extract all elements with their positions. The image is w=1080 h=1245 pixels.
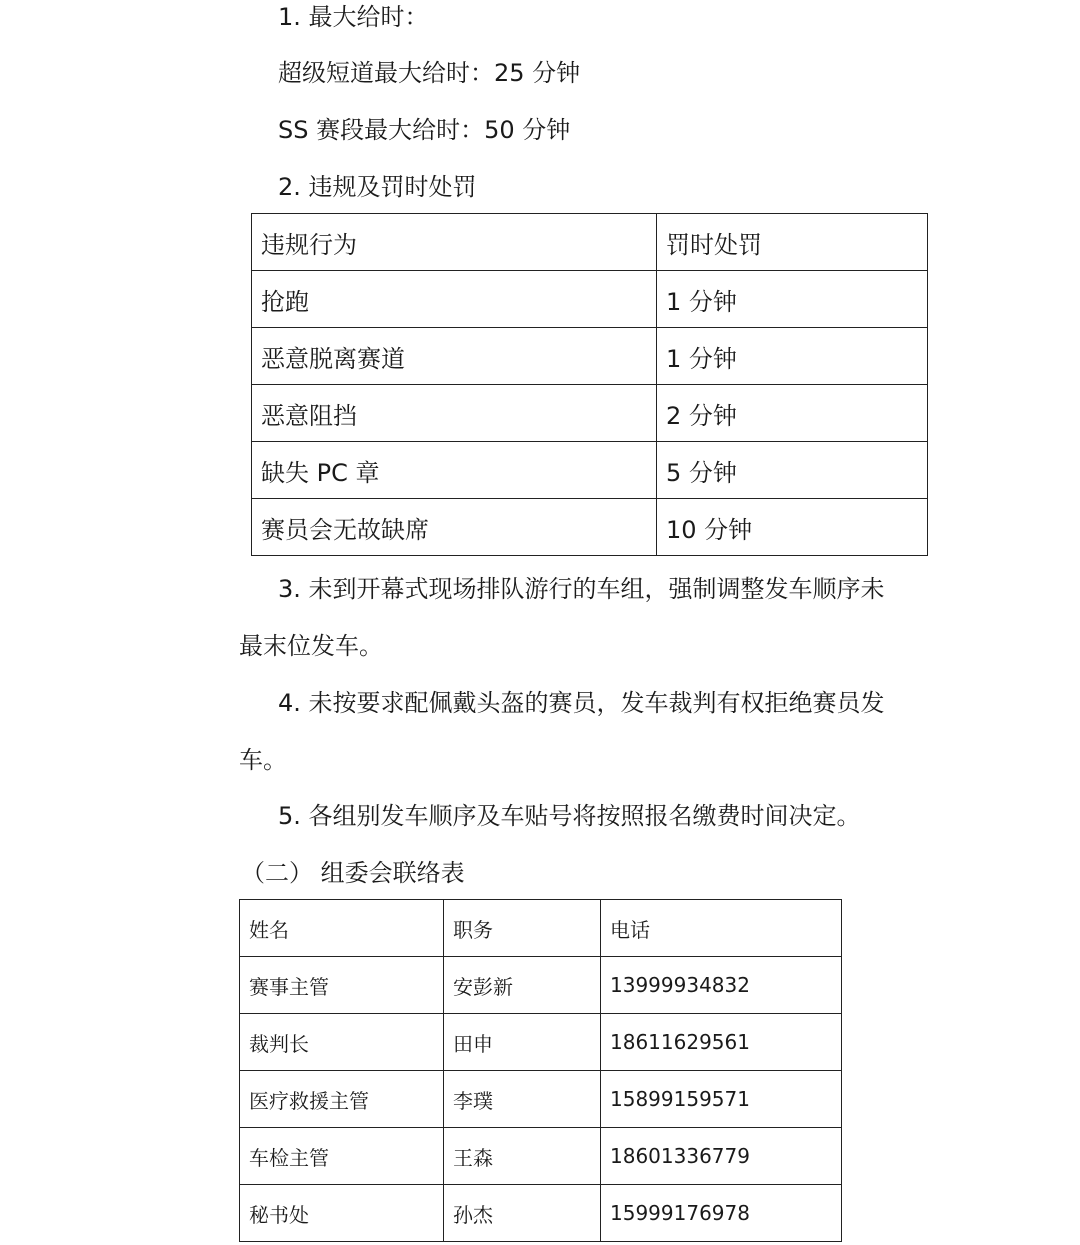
header-cell-violation: 违规行为 [252,214,657,271]
phone-cell: 18611629561 [601,1014,842,1071]
item2-heading: 2. 违规及罚时处罚 [278,173,477,201]
name-cell: 车检主管 [240,1128,444,1185]
table-row [240,957,842,1014]
table-row [252,385,928,442]
table-row [240,1071,842,1128]
contact-table [239,899,842,1242]
rule-3-line1: 3. 未到开幕式现场排队游行的车组，强制调整发车顺序未 [278,575,885,603]
rule-5: 5. 各组别发车顺序及车贴号将按照报名缴费时间决定。 [278,802,861,830]
penalty-cell: 2 分钟 [657,385,928,442]
violation-cell: 恶意脱离赛道 [252,328,657,385]
header-cell-penalty: 罚时处罚 [657,214,928,271]
section-2-heading: （二） 组委会联络表 [241,859,465,887]
header-cell-phone: 电话 [601,900,842,957]
penalty-cell: 5 分钟 [657,442,928,499]
penalty-cell: 1 分钟 [657,328,928,385]
name-cell: 秘书处 [240,1185,444,1242]
violation-cell: 赛员会无故缺席 [252,499,657,556]
header-cell-name: 姓名 [240,900,444,957]
rule-3-line2: 最末位发车。 [239,632,383,660]
table-header-row [252,214,928,271]
item1-heading: 1. 最大给时： [278,3,429,31]
phone-cell: 15899159571 [601,1071,842,1128]
name-cell: 医疗救援主管 [240,1071,444,1128]
table-header-row [240,900,842,957]
phone-cell: 13999934832 [601,957,842,1014]
super-short-max-time: 超级短道最大给时：25 分钟 [278,59,581,87]
table-row [240,1014,842,1071]
header-cell-role: 职务 [444,900,601,957]
role-cell: 田申 [444,1014,601,1071]
table-row [252,499,928,556]
role-cell: 安彭新 [444,957,601,1014]
name-cell: 赛事主管 [240,957,444,1014]
table-row [240,1185,842,1242]
role-cell: 李璞 [444,1071,601,1128]
ss-max-time: SS 赛段最大给时：50 分钟 [278,116,571,144]
rule-4-line2: 车。 [239,746,287,774]
role-cell: 孙杰 [444,1185,601,1242]
violation-cell: 抢跑 [252,271,657,328]
table-row [240,1128,842,1185]
role-cell: 王森 [444,1128,601,1185]
phone-cell: 15999176978 [601,1185,842,1242]
phone-cell: 18601336779 [601,1128,842,1185]
table-row [252,442,928,499]
table-row [252,328,928,385]
violation-cell: 缺失 PC 章 [252,442,657,499]
penalty-table [251,213,928,556]
table-row [252,271,928,328]
name-cell: 裁判长 [240,1014,444,1071]
rule-4-line1: 4. 未按要求配佩戴头盔的赛员，发车裁判有权拒绝赛员发 [278,689,885,717]
penalty-cell: 10 分钟 [657,499,928,556]
penalty-cell: 1 分钟 [657,271,928,328]
violation-cell: 恶意阻挡 [252,385,657,442]
